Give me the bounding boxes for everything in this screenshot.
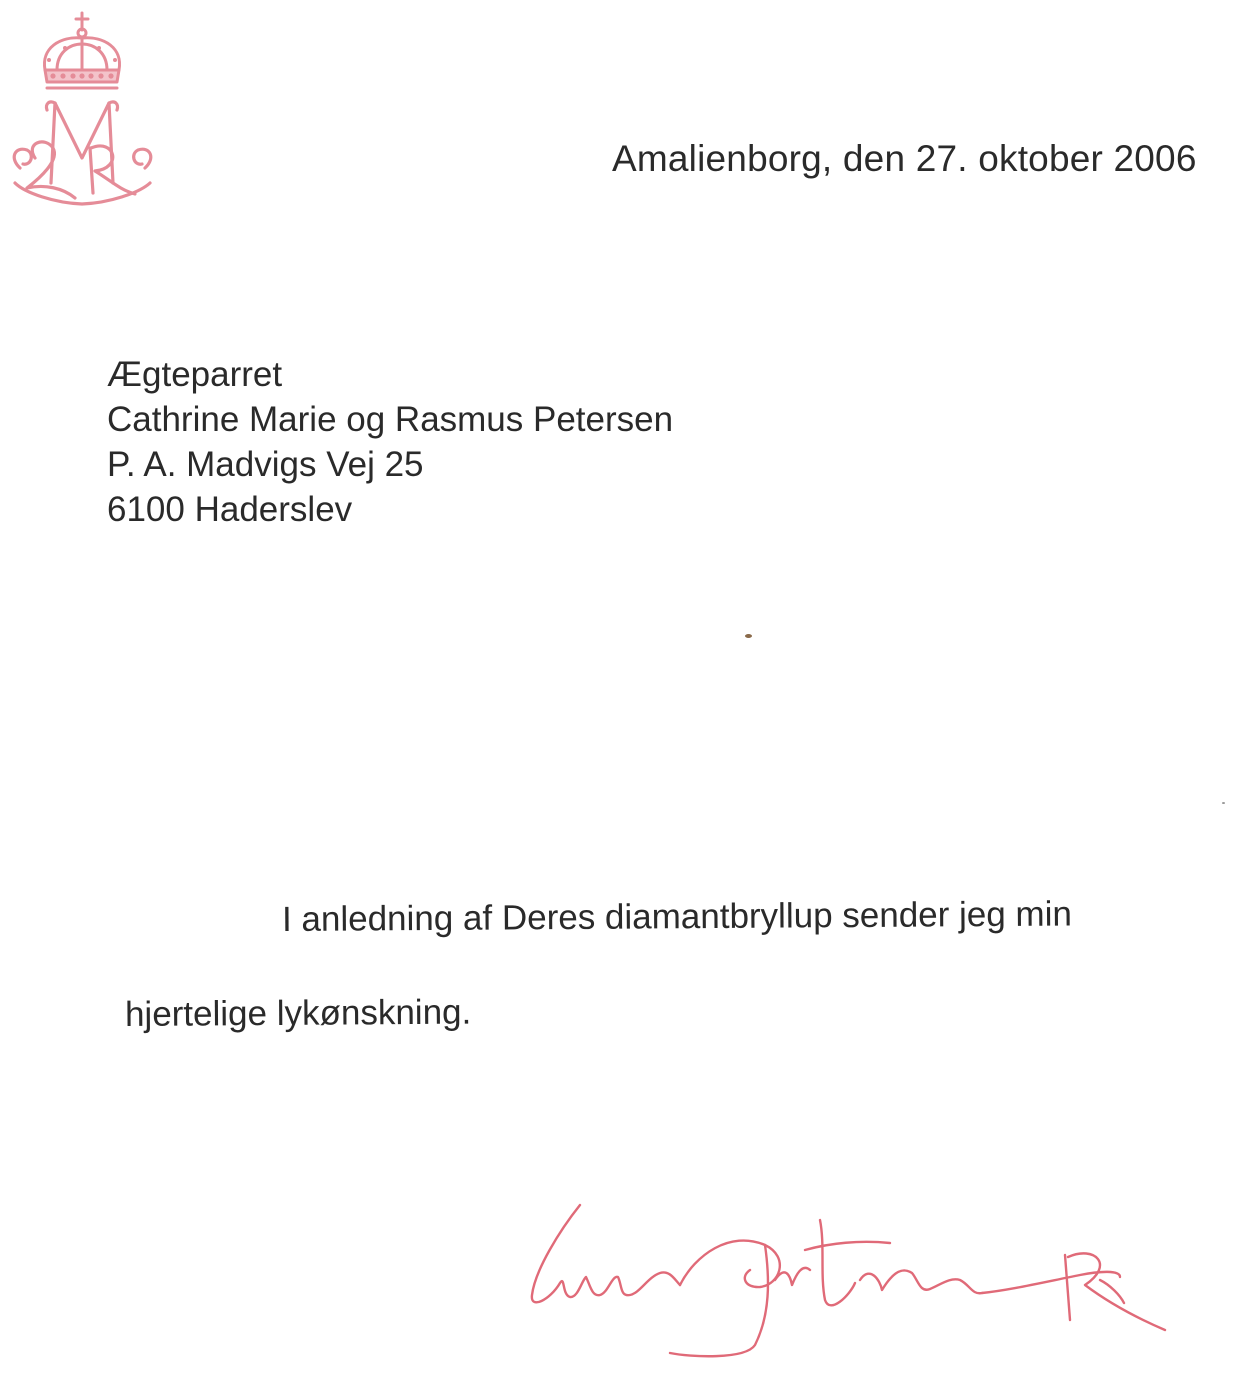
letter-date: Amalienborg, den 27. oktober 2006 — [612, 138, 1197, 179]
letter-body-line-2: hjertelige lykønskning. — [124, 992, 472, 1034]
crowned-royal-monogram-icon — [5, 8, 160, 208]
recipient-address — [107, 352, 673, 532]
letter-body-line-1: I anledning af Deres diamantbryllup sender jeg min — [281, 894, 1073, 939]
recipient-line-city: 6100 Haderslev — [107, 490, 353, 529]
recipient-line-title: Ægteparret — [107, 355, 283, 394]
paper-speck — [1222, 802, 1225, 804]
paper-speck — [745, 634, 752, 638]
handwritten-signature-icon — [520, 1185, 1170, 1365]
recipient-line-names: Cathrine Marie og Rasmus Petersen — [107, 400, 674, 439]
recipient-line-street: P. A. Madvigs Vej 25 — [107, 445, 424, 484]
